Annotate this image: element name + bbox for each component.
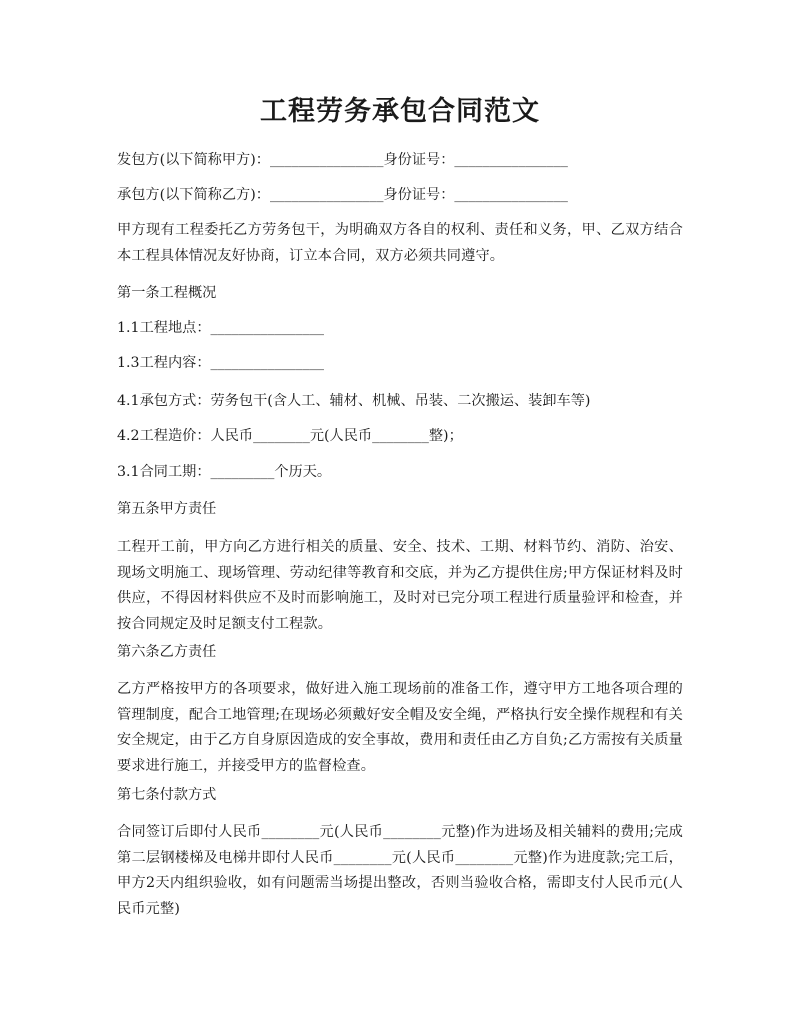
- item-location: 1.1工程地点：________________: [117, 320, 325, 336]
- article5-body: 工程开工前，甲方向乙方进行相关的质量、安全、技术、工期、材料节约、消防、治安、现场文明施工、现场管理、劳动纪律等教育和交底，并为乙方提供住房;甲方保证材料及时供应，不得因材料供应不及时而影响施工，及时对已完分项工程进行质量验评和检查，并按合同规定及时足额支付工程款。: [117, 539, 683, 632]
- item-contract-mode: 4.1承包方式：劳务包干(含人工、辅材、机械、吊装、二次搬运、装卸车等): [117, 393, 591, 409]
- party-b-line: 承包方(以下简称乙方)：________________身份证号：________________: [117, 187, 568, 203]
- article7-heading: 第七条付款方式: [117, 787, 217, 803]
- document-title: 工程劳务承包合同范文: [260, 96, 540, 127]
- article1-heading: 第一条工程概况: [117, 285, 217, 301]
- party-a-line: 发包方(以下简称甲方)：________________身份证号：________________: [117, 152, 568, 168]
- article6-heading: 第六条乙方责任: [117, 644, 217, 660]
- item-content: 1.3工程内容：________________: [117, 355, 325, 371]
- intro-paragraph: 甲方现有工程委托乙方劳务包干，为明确双方各自的权利、责任和义务，甲、乙双方结合本工程具体情况友好协商，订立本合同，双方必须共同遵守。: [117, 222, 683, 264]
- article7-body: 合同签订后即付人民币________元(人民币________元整)作为进场及相关辅料的费用;完成第二层钢楼梯及电梯井即付人民币________元(人民币________元整)作为进度款;完工后，甲方2天内组织验收，如有问题需当场提出整改，否则当验收合格，需即支付人民币元(人民币元整): [117, 824, 683, 917]
- article6-body: 乙方严格按甲方的各项要求，做好进入施工现场前的准备工作，遵守甲方工地各项合理的管理制度，配合工地管理;在现场必须戴好安全帽及安全绳，严格执行安全操作规程和有关安全规定，由于乙方自身原因造成的安全事故，费用和责任由乙方自负;乙方需按有关质量要求进行施工，并接受甲方的监督检查。: [117, 681, 683, 774]
- item-duration: 3.1合同工期：_________个历天。: [117, 464, 332, 480]
- article5-heading: 第五条甲方责任: [117, 501, 217, 517]
- item-cost: 4.2工程造价：人民币________元(人民币________整)；: [117, 428, 463, 444]
